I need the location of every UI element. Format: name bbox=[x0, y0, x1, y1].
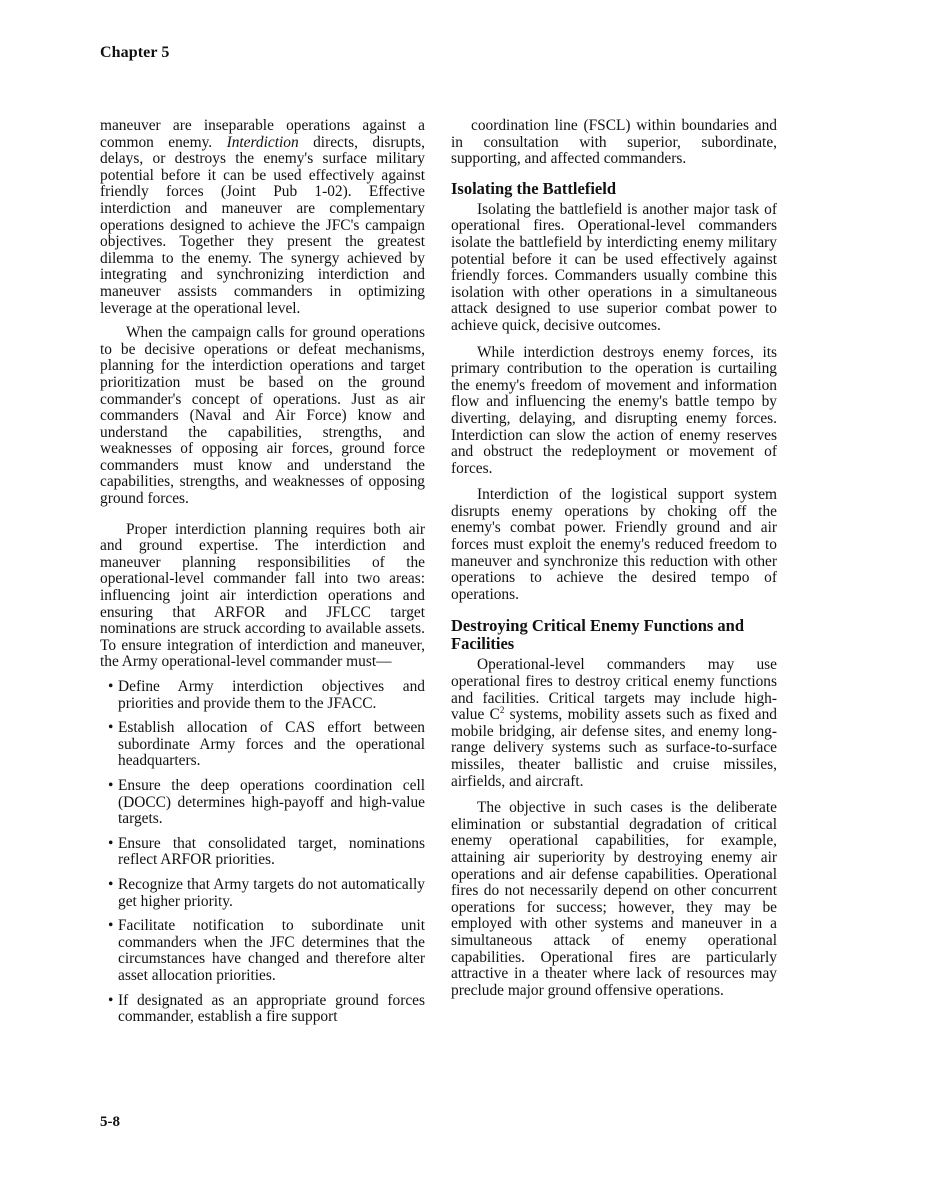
list-item-text: Facilitate notification to subordinate unit commanders when the JFC determines that the circumstances have changed and therefore alter asset allocation priorities. bbox=[118, 917, 425, 984]
list-item-text: Ensure the deep operations coordination cell (DOCC) determines high-payoff and high-value targets. bbox=[118, 776, 425, 828]
list-item bbox=[100, 918, 425, 984]
list-item-text: Establish allocation of CAS effort between subordinate Army forces and the operational headquarters. bbox=[118, 719, 425, 770]
body-paragraph: Proper interdiction planning requires both air and ground expertise. The interdiction and maneuver planning responsibilities of the operational-level commander fall into two areas: influencing joint air interdiction operations and ensuring that ARFOR and JFLCC target nominations are struck according to available assets. To ensure integration of interdiction and maneuver, the Army operational-level commander must— bbox=[100, 520, 425, 671]
right-column bbox=[451, 118, 777, 999]
paragraph-text: directs, disrupts, delays, or destroys the enemy's surface military potential before it can be used effectively against friendly forces (Joint Pub 1-02). Effective interdiction and maneuver are complementary operations designed to achieve the JFC's campaign objectives. Together they present the greatest dilemma to the enemy. The synergy achieved by integrating and synchronizing interdiction and maneuver assists commanders in optimizing leverage at the operational level. bbox=[100, 133, 425, 317]
body-paragraph: The objective in such cases is the deliberate elimination or substantial degradation of critical enemy operational capabilities, for example, attaining air superiority by destroying enemy air operations and air defense capabilities. Operational fires do not necessarily depend on other concurrent operations for success; however, they may be employed with other systems and maneuver in a simultaneous attack of enemy operational capabilities. Operational fires are particularly attractive in a theater where lack of resources may preclude major ground offensive operations. bbox=[451, 799, 777, 999]
bullet-icon: • bbox=[108, 776, 114, 794]
paragraph-text: maneuver are inseparable operations against a common enemy. bbox=[100, 117, 425, 151]
body-paragraph: While interdiction destroys enemy forces, its primary contribution to the operation is curtailing the enemy's freedom of movement and information flow and influencing the enemy's battle tempo by diverting, delaying, and disrupting enemy forces. Interdiction can slow the action of enemy reserves and obstruct the redeployment or movement of forces. bbox=[451, 343, 777, 477]
body-paragraph: Isolating the battlefield is another major task of operational fires. Operational-level commanders isolate the battlefield by interdicting enemy military potential before it can be used effectively against friendly forces. Commanders usually combine this isolation with other operations in a simultaneous attack designed to use superior combat power to achieve quick, decisive outcomes. bbox=[451, 200, 777, 334]
list-item bbox=[100, 720, 425, 770]
body-paragraph bbox=[451, 657, 777, 790]
list-item bbox=[100, 877, 425, 910]
list-item-text: Ensure that consolidated target, nominations reflect ARFOR priorities. bbox=[118, 834, 425, 869]
body-paragraph bbox=[100, 118, 425, 317]
bullet-icon: • bbox=[108, 719, 114, 737]
bullet-icon: • bbox=[108, 678, 114, 695]
superscript: 2 bbox=[499, 705, 505, 716]
list-item bbox=[100, 993, 425, 1026]
list-item bbox=[100, 836, 425, 869]
left-column bbox=[100, 118, 425, 1034]
bullet-list bbox=[100, 679, 425, 1026]
list-item bbox=[100, 778, 425, 828]
bullet-icon: • bbox=[108, 917, 114, 935]
chapter-header: Chapter 5 bbox=[100, 44, 170, 61]
paragraph-text: systems, mobility assets such as fixed and mobile bridging, air defense sites, and enemy long-range delivery systems such as surface-to-surface missiles, theater ballistic and cruise missiles, airfields, and aircraft. bbox=[451, 706, 777, 790]
list-item bbox=[100, 679, 425, 712]
body-paragraph: coordination line (FSCL) within boundaries and in consultation with superior, subordinate, supporting, and affected commanders. bbox=[451, 117, 777, 168]
body-paragraph: Interdiction of the logistical support system disrupts enemy operations by choking off the enemy's combat power. Friendly ground and air forces must exploit the enemy's reduced freedom to maneuver and synchronize this reduction with other operations to achieve the desired tempo of operations. bbox=[451, 486, 777, 603]
section-heading: Destroying Critical Enemy Functions and Facilities bbox=[451, 616, 745, 654]
body-paragraph: When the campaign calls for ground operations to be decisive operations or defeat mechanisms, planning for the interdiction operations and target prioritization must be based on the ground commander's concept of operations. Just as air commanders (Naval and Air Force) know and understand the capabilities, strengths, and weaknesses of opposing air forces, ground force commanders must know and understand the capabilities, strengths, and weaknesses of opposing ground forces. bbox=[100, 324, 425, 508]
list-item-text: If designated as an appropriate ground forces commander, establish a fire support bbox=[118, 991, 425, 1026]
section-heading: Isolating the Battlefield bbox=[451, 178, 616, 198]
list-item-text: Define Army interdiction objectives and priorities and provide them to the JFACC. bbox=[118, 678, 425, 712]
page-number: 5-8 bbox=[100, 1114, 120, 1130]
bullet-icon: • bbox=[108, 991, 114, 1009]
bullet-icon: • bbox=[108, 834, 114, 852]
bullet-icon: • bbox=[108, 875, 114, 893]
emphasized-term: Interdiction bbox=[226, 133, 299, 151]
list-item-text: Recognize that Army targets do not automatically get higher priority. bbox=[118, 875, 425, 910]
paragraph-text: Operational-level commanders may use operational fires to destroy critical enemy functions and facilities. Critical targets may include high-value C bbox=[451, 656, 777, 724]
